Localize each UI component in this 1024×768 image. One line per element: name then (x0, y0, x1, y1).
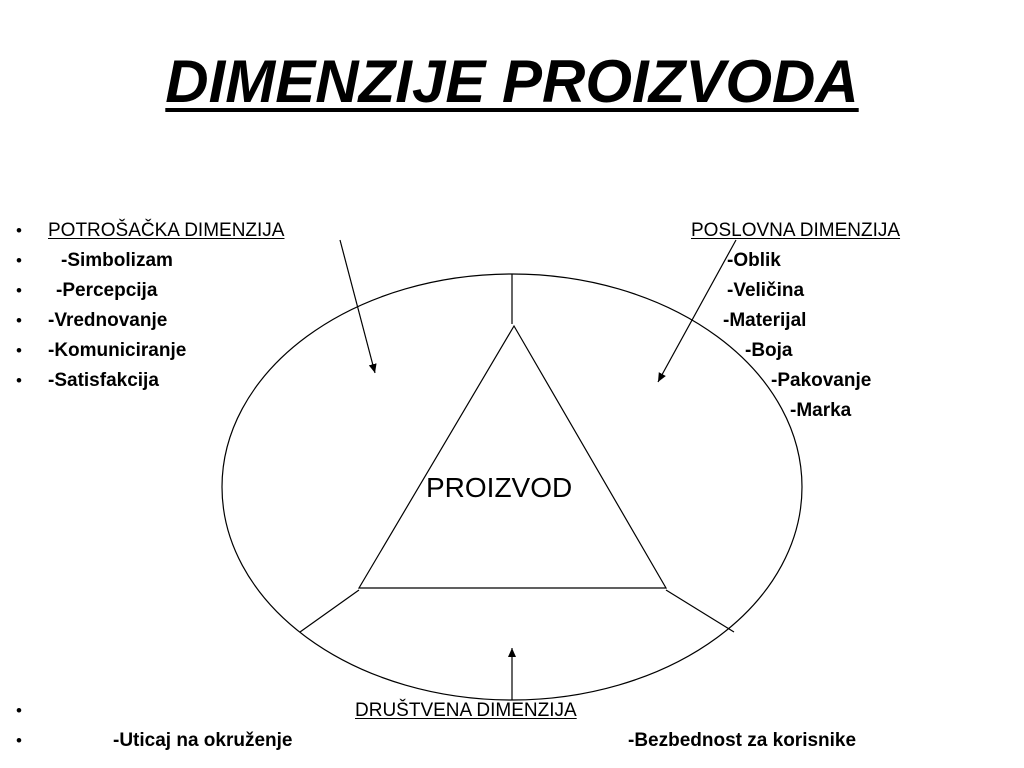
business-dimension-heading: POSLOVNA DIMENZIJA (691, 220, 901, 241)
consumer-item: -Vrednovanje (48, 310, 168, 331)
product-center-label: PROIZVOD (426, 472, 573, 503)
consumer-item: -Komuniciranje (48, 340, 187, 361)
business-item: -Boja (745, 340, 793, 361)
bullet-4: • (16, 311, 22, 330)
social-item: -Uticaj na okruženje (113, 730, 293, 751)
bullet-2: • (16, 251, 22, 270)
divider-bottom-right (666, 590, 734, 632)
bullet-5: • (16, 341, 22, 360)
bullet-3: • (16, 281, 22, 300)
social-item: -Bezbednost za korisnike (628, 730, 857, 751)
bullet-1: • (16, 221, 22, 240)
business-item: -Oblik (727, 250, 781, 271)
bullet-6: • (16, 371, 22, 390)
social-dimension-heading: DRUŠTVENA DIMENZIJA (355, 700, 577, 721)
divider-bottom-left (300, 590, 359, 632)
slide-title-text: DIMENZIJE PROIZVODA (165, 48, 859, 115)
business-item: -Marka (790, 400, 852, 421)
bullet-8: • (16, 731, 22, 750)
consumer-dimension-heading: POTROŠAČKA DIMENZIJA (48, 220, 285, 241)
arrow-consumer (340, 240, 375, 373)
business-item: -Veličina (727, 280, 805, 301)
consumer-item: -Percepcija (56, 280, 158, 301)
business-item: -Pakovanje (771, 370, 872, 391)
bullet-7: • (16, 701, 22, 720)
consumer-item: -Satisfakcija (48, 370, 159, 391)
business-item: -Materijal (723, 310, 807, 331)
product-triangle (359, 326, 666, 588)
consumer-item: -Simbolizam (61, 250, 173, 271)
